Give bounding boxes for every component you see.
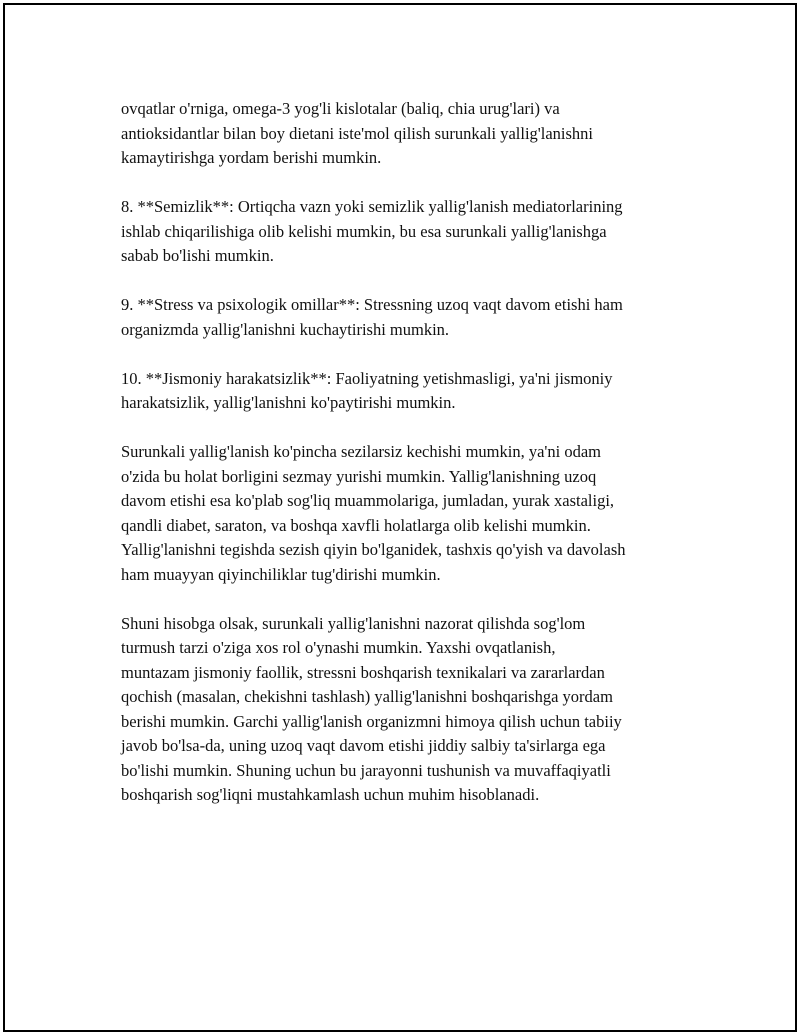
paragraph-inactivity bbox=[121, 367, 691, 416]
text-line: ham muayyan qiyinchiliklar tug'dirishi mumkin. bbox=[121, 564, 441, 584]
text-line: javob bo'lsa-da, uning uzoq vaqt davom etishi jiddiy salbiy ta'sirlarga ega bbox=[121, 736, 606, 755]
text-line: muntazam jismoniy faollik, stressni boshqarish texnikalari va zararlardan bbox=[121, 662, 605, 682]
text-line: Surunkali yallig'lanish ko'pincha sezilarsiz kechishi mumkin, ya'ni odam bbox=[121, 442, 601, 461]
text-line: organizmda yallig'lanishni kuchaytirishi mumkin. bbox=[121, 319, 450, 339]
text-line: 9. **Stress va psixologik omillar**: Stressning uzoq vaqt davom etishi ham bbox=[121, 295, 623, 314]
text-line: davom etishi esa ko'plab sog'liq muammolariga, jumladan, yurak xastaligi, bbox=[121, 491, 615, 510]
text-line: 10. **Jismoniy harakatsizlik**: Faoliyatning yetishmasligi, ya'ni jismoniy bbox=[121, 368, 613, 388]
text-line: boshqarish sog'liqni mustahkamlash uchun muhim hisoblanadi. bbox=[121, 785, 540, 804]
text-line: harakatsizlik, yallig'lanishni ko'paytirishi mumkin. bbox=[121, 393, 456, 412]
text-line: turmush tarzi o'ziga xos rol o'ynashi mumkin. Yaxshi ovqatlanish, bbox=[121, 638, 556, 657]
text-line: ishlab chiqarilishiga olib kelishi mumkin, bu esa surunkali yallig'lanishga bbox=[121, 221, 607, 241]
text-line: o'zida bu holat borligini sezmay yurishi mumkin. Yallig'lanishning uzoq bbox=[121, 466, 597, 486]
document-body bbox=[121, 97, 691, 808]
text-line: sabab bo'lishi mumkin. bbox=[121, 246, 274, 265]
text-line: qandli diabet, saraton, va boshqa xavfli holatlarga olib kelishi mumkin. bbox=[121, 515, 591, 535]
text-line: Yallig'lanishni tegishda sezish qiyin bo'lganidek, tashxis qo'yish va davolash bbox=[121, 540, 626, 559]
paragraph-conclusion bbox=[121, 612, 691, 808]
text-line: qochish (masalan, chekishni tashlash) yallig'lanishni boshqarishga yordam bbox=[121, 687, 613, 706]
text-line: antioksidantlar bilan boy dietani iste'mol qilish surunkali yallig'lanishni bbox=[121, 123, 594, 143]
text-line: bo'lishi mumkin. Shuning uchun bu jarayonni tushunish va muvaffaqiyatli bbox=[121, 760, 611, 780]
text-line: berishi mumkin. Garchi yallig'lanish organizmni himoya qilish uchun tabiiy bbox=[121, 711, 622, 731]
page-frame bbox=[3, 3, 797, 1032]
paragraph-chronic-inflammation bbox=[121, 440, 691, 587]
text-line: kamaytirishga yordam berishi mumkin. bbox=[121, 148, 382, 167]
paragraph-obesity bbox=[121, 195, 691, 269]
paragraph-diet bbox=[121, 97, 691, 171]
text-line: 8. **Semizlik**: Ortiqcha vazn yoki semizlik yallig'lanish mediatorlarining bbox=[121, 197, 623, 216]
text-line: Shuni hisobga olsak, surunkali yallig'lanishni nazorat qilishda sog'lom bbox=[121, 613, 586, 633]
paragraph-stress bbox=[121, 293, 691, 342]
text-line: ovqatlar o'rniga, omega-3 yog'li kislotalar (baliq, chia urug'lari) va bbox=[121, 99, 560, 118]
